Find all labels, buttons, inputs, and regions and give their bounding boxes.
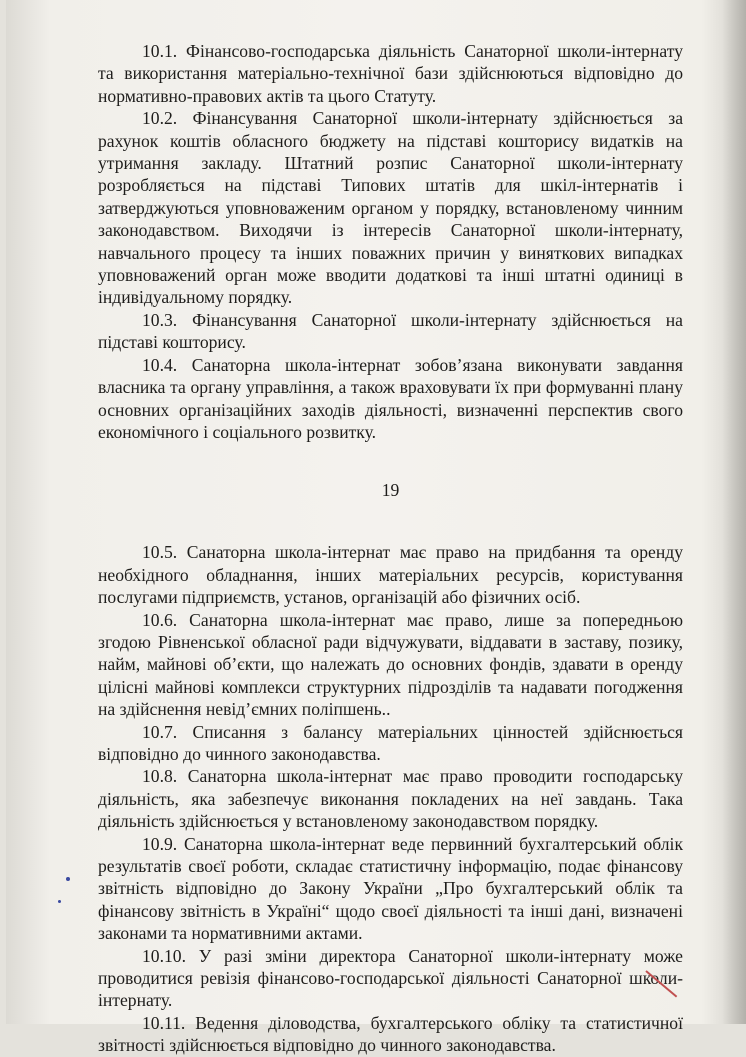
paragraph-10-4: 10.4. Санаторна школа-інтернат зобов’язана виконувати завдання власника та органу управління, а також враховувати їх при формуванні плану основних організаційних заходів діяльності, визначенні перспектив свого економічного і соціального розвитку. [98,354,683,442]
paragraph-10-3: 10.3. Фінансування Санаторної школи-інтернату здійснюється на підставі кошторису. [98,309,683,353]
paragraph-10-9: 10.9. Санаторна школа-інтернат веде первинний бухгалтерський облік результатів своєї роботи, складає статистичну інформацію, подає фінансову звітність відповідно до Закону України „Про бухгалтерський облік та фінансову звітність в Україні“ щодо своєї діяльності та інші дані, визначені законами та нормативними актами. [98,833,683,944]
ink-dot [58,900,61,903]
paragraph-10-10: 10.10. У разі зміни директора Санаторної школи-інтернату може проводитися ревізія фінансово-господарської діяльності Санаторної школи-інтернату. [98,945,683,1011]
ink-dot [66,877,70,881]
paragraph-10-5: 10.5. Санаторна школа-інтернат має право на придбання та оренду необхідного обладнання, інших матеріальних ресурсів, користування послугами підприємств, установ, організацій або фізичних осіб. [98,542,683,608]
paragraph-10-2: 10.2. Фінансування Санаторної школи-інтернату здійснюється за рахунок коштів обласного бюджету на підставі кошторису видатків на утримання закладу. Штатний розпис Санаторної школи-інтернату розробляється на підставі Типових штатів для шкіл-інтернатів і затверджуються уповноваженим органом у порядку, встановленому чинним законодавством. Виходячи із інтересів Санаторної школи-інтернату, навчального процесу та інших поважних причин у виняткових випадках уповноважений орган може вводити додаткові та інші штатні одиниці в індивідуальному порядку. [98,108,683,308]
document-text [98,40,683,1057]
paragraph-10-7: 10.7. Списання з балансу матеріальних цінностей здійснюється відповідно до чинного законодавства. [98,721,683,764]
paragraph-10-6: 10.6. Санаторна школа-інтернат має право, лише за попередньою згодою Рівненської обласної ради відчужувати, віддавати в заставу, позику, найм, майнові об’єкти, що належать до основних фондів, здавати в оренду цілісні майнові комплекси структурних підрозділів та надавати погодження на здійснення невід’ємних поліпшень.. [98,609,683,720]
paragraph-10-1: 10.1. Фінансово-господарська діяльність Санаторної школи-інтернату та використання матеріально-технічної бази здійснюються відповідно до нормативно-правових актів та цього Статуту. [98,41,683,106]
page-edge-shadow [722,0,746,1024]
paragraph-10-11: 10.11. Ведення діловодства, бухгалтерського обліку та статистичної звітності здійснюється відповідно до чинного законодавства. [98,1012,683,1056]
paragraph-10-8: 10.8. Санаторна школа-інтернат має право проводити господарську діяльність, яка забезпечує виконання покладених на неї завдань. Така діяльність здійснюється у встановленому законодавством порядку. [98,766,683,832]
page-number: 19 [381,480,400,501]
document-page [6,0,746,1056]
